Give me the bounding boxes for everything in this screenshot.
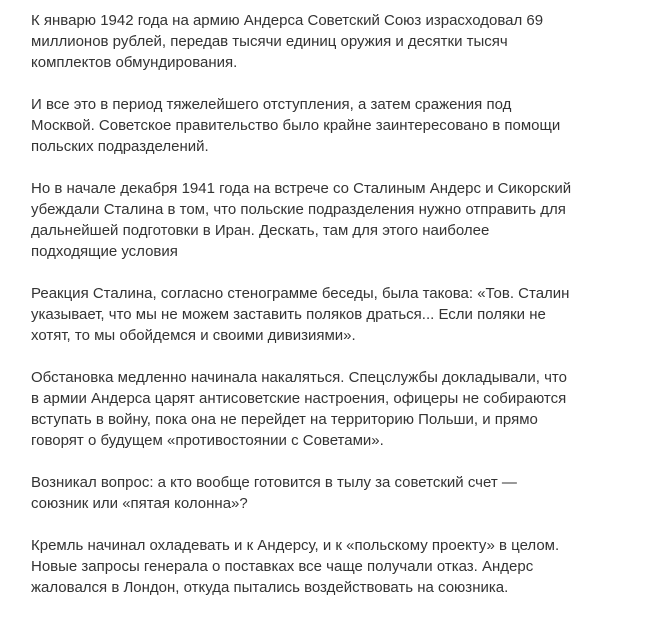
article-body: [31, 10, 571, 619]
paragraph-line: дальнейшей подготовки в Иран. Дескать, там для этого наиболее: [31, 222, 490, 239]
paragraph-line: в армии Андерса царят антисоветские настроения, офицеры не собираются: [31, 390, 567, 407]
article-paragraph: [31, 283, 571, 346]
article-paragraph: [31, 535, 571, 598]
paragraph-line: Новые запросы генерала о поставках все чаще получали отказ. Андерс: [31, 558, 534, 575]
paragraph-line: миллионов рублей, передав тысячи единиц оружия и десятки тысяч: [31, 33, 508, 50]
paragraph-line: Реакция Сталина, согласно стенограмме беседы, была такова: «Тов. Сталин: [31, 285, 570, 302]
paragraph-line: Возникал вопрос: а кто вообще готовится в тылу за советский счет —: [31, 474, 517, 491]
article-paragraph: [31, 10, 571, 73]
paragraph-line: Кремль начинал охладевать и к Андерсу, и к «польскому проекту» в целом.: [31, 537, 560, 554]
paragraph-line: жаловался в Лондон, откуда пытались воздействовать на союзника.: [31, 579, 509, 596]
paragraph-line: хотят, то мы обойдемся и своими дивизиями».: [31, 327, 356, 344]
paragraph-line: К январю 1942 года на армию Андерса Советский Союз израсходовал 69: [31, 12, 544, 29]
article-paragraph: [31, 178, 571, 262]
paragraph-line: указывает, что мы не можем заставить поляков драться... Если поляки не: [31, 306, 546, 323]
paragraph-line: Обстановка медленно начинала накаляться. Спецслужбы докладывали, что: [31, 369, 567, 386]
paragraph-line: убеждали Сталина в том, что польские подразделения нужно отправить для: [31, 201, 566, 218]
article-paragraph: [31, 94, 571, 157]
paragraph-line: говорят о будущем «противостоянии с Советами».: [31, 432, 384, 449]
paragraph-line: союзник или «пятая колонна»?: [31, 495, 248, 512]
paragraph-line: комплектов обмундирования.: [31, 54, 238, 71]
article-paragraph: [31, 367, 571, 451]
paragraph-line: И все это в период тяжелейшего отступления, а затем сражения под: [31, 96, 512, 113]
article-paragraph: [31, 472, 571, 514]
paragraph-line: Но в начале декабря 1941 года на встрече со Сталиным Андерс и Сикорский: [31, 180, 572, 197]
paragraph-line: подходящие условия: [31, 243, 178, 260]
paragraph-line: Москвой. Советское правительство было крайне заинтересовано в помощи: [31, 117, 561, 134]
paragraph-line: польских подразделений.: [31, 138, 209, 155]
paragraph-line: вступать в войну, пока она не перейдет на территорию Польши, и прямо: [31, 411, 538, 428]
